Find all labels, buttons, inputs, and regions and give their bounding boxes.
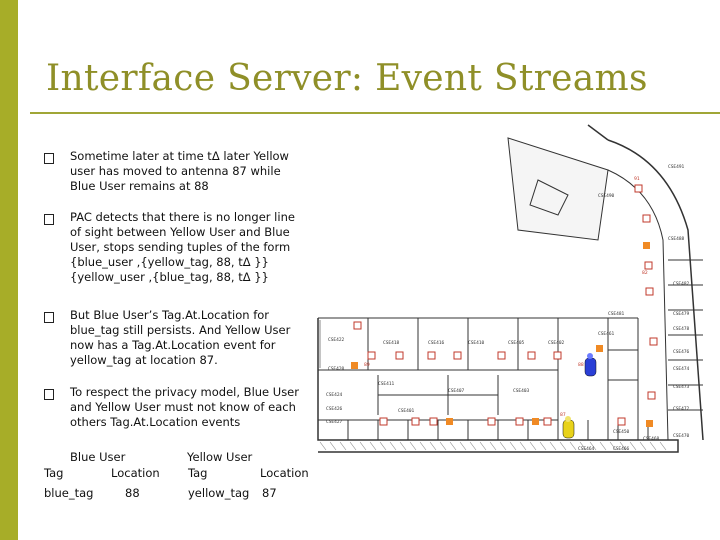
antenna-marker [648, 392, 655, 399]
room-label: CSE479 [673, 312, 690, 317]
orange-marker [351, 362, 358, 369]
room-label: CSE450 [613, 430, 630, 435]
room-label: CSE401 [398, 409, 415, 414]
bullet-4-line: others Tag.At.Location events [70, 415, 241, 429]
antenna-marker [488, 418, 495, 425]
blue-user-header: Blue User [70, 450, 126, 464]
antenna-marker [516, 418, 523, 425]
bullet-marker [44, 214, 54, 225]
orange-marker [446, 418, 453, 425]
antenna-marker [380, 418, 387, 425]
antenna-marker [643, 215, 650, 222]
antenna-marker [428, 352, 435, 359]
room-label: CSE478 [673, 327, 690, 332]
yellow-location-value: 87 [262, 486, 277, 500]
bullet-2-line: {yellow_user ,{blue_tag, 88, tΔ }} [70, 270, 269, 284]
orange-marker [532, 418, 539, 425]
room-label: CSE405 [508, 341, 525, 346]
room-label: CSE410 [468, 341, 485, 346]
room-label: CSE420 [328, 367, 345, 372]
bullet-3-line: blue_tag still persists. And Yellow User [70, 323, 291, 337]
antenna-number: 91 [634, 177, 640, 182]
yellow-col-location: Location [260, 466, 309, 480]
room-label: CSE470 [673, 434, 690, 439]
bullet-2-line: of sight between Yellow User and Blue [70, 225, 290, 239]
room-label: CSE472 [673, 407, 690, 412]
antenna-marker [635, 185, 642, 192]
room-label: CSE473 [673, 385, 690, 390]
yellow-user-header: Yellow User [187, 450, 253, 464]
antenna-number: 87 [560, 413, 566, 418]
antenna-marker [650, 338, 657, 345]
room-label: CSE426 [326, 407, 343, 412]
room-label: CSE468 [643, 437, 660, 442]
room-label: CSE403 [513, 389, 530, 394]
antenna-marker [498, 352, 505, 359]
orange-marker [646, 420, 653, 427]
antenna-marker [354, 322, 361, 329]
blue-col-location: Location [111, 466, 160, 480]
antenna-number: 82 [642, 271, 648, 276]
room-label: CSE491 [668, 165, 685, 170]
bullet-2-line: {blue_user ,{yellow_tag, 88, tΔ }} [70, 255, 269, 269]
antenna-marker [368, 352, 375, 359]
room-label: CSE490 [598, 194, 615, 199]
antenna-marker [618, 418, 625, 425]
bullet-4 [70, 385, 322, 430]
orange-marker [596, 345, 603, 352]
blue-location-value: 88 [125, 486, 140, 500]
antenna-number: 89 [364, 363, 370, 368]
antenna-marker [454, 352, 461, 359]
bullet-2-line: User, stops sending tuples of the form [70, 240, 291, 254]
room-label: CSE461 [598, 332, 615, 337]
bullet-1-line: Sometime later at time tΔ later Yellow [70, 149, 289, 163]
bullet-4-line: and Yellow User must not know of each [70, 400, 296, 414]
bullet-4-line: To respect the privacy model, Blue User [70, 385, 299, 399]
antenna-marker [528, 352, 535, 359]
yellow-col-tag: Tag [188, 466, 208, 480]
floor-plan-map [308, 120, 712, 465]
accent-sidebar [0, 0, 18, 540]
bullet-3-line: now has a Tag.At.Location event for [70, 338, 276, 352]
title-divider [30, 112, 720, 114]
antenna-marker [412, 418, 419, 425]
yellow-user-figure [563, 416, 574, 438]
bullet-3-line: yellow_tag at location 87. [70, 353, 218, 367]
room-label: CSE481 [608, 312, 625, 317]
room-label: CSE424 [326, 393, 343, 398]
room-label: CSE416 [428, 341, 445, 346]
room-label: CSE488 [668, 237, 685, 242]
bullet-3-line: But Blue User’s Tag.At.Location for [70, 308, 270, 322]
blue-col-tag: Tag [44, 466, 64, 480]
antenna-marker [430, 418, 437, 425]
bullet-1-line: Blue User remains at 88 [70, 179, 209, 193]
antenna-marker [646, 288, 653, 295]
room-label: CSE474 [673, 367, 690, 372]
antenna-marker [396, 352, 403, 359]
room-label: CSE466 [613, 447, 630, 452]
bullet-1-line: user has moved to antenna 87 while [70, 164, 281, 178]
room-label: CSE422 [328, 338, 345, 343]
bullet-3 [70, 308, 322, 368]
slide-title: Interface Server: Event Streams [46, 58, 648, 99]
room-label: CSE411 [378, 382, 395, 387]
antenna-marker [544, 418, 551, 425]
antenna-marker [554, 352, 561, 359]
antenna-number: 88 [578, 363, 584, 368]
room-label: CSE464 [578, 447, 595, 452]
antenna-marker [645, 262, 652, 269]
bullet-marker [44, 153, 54, 164]
blue-tag-value: blue_tag [44, 486, 94, 500]
bullet-2 [70, 210, 322, 285]
bullet-marker [44, 312, 54, 323]
yellow-tag-value: yellow_tag [188, 486, 250, 500]
blue-user-figure [585, 353, 596, 376]
room-label: CSE476 [673, 350, 690, 355]
room-label: CSE482 [673, 282, 690, 287]
room-label: CSE427 [326, 420, 343, 425]
orange-marker [643, 242, 650, 249]
room-label: CSE418 [383, 341, 400, 346]
bullet-2-line: PAC detects that there is no longer line [70, 210, 295, 224]
room-label: CSE402 [548, 341, 565, 346]
bullet-1 [70, 149, 322, 194]
bullet-marker [44, 389, 54, 400]
room-label: CSE407 [448, 389, 465, 394]
